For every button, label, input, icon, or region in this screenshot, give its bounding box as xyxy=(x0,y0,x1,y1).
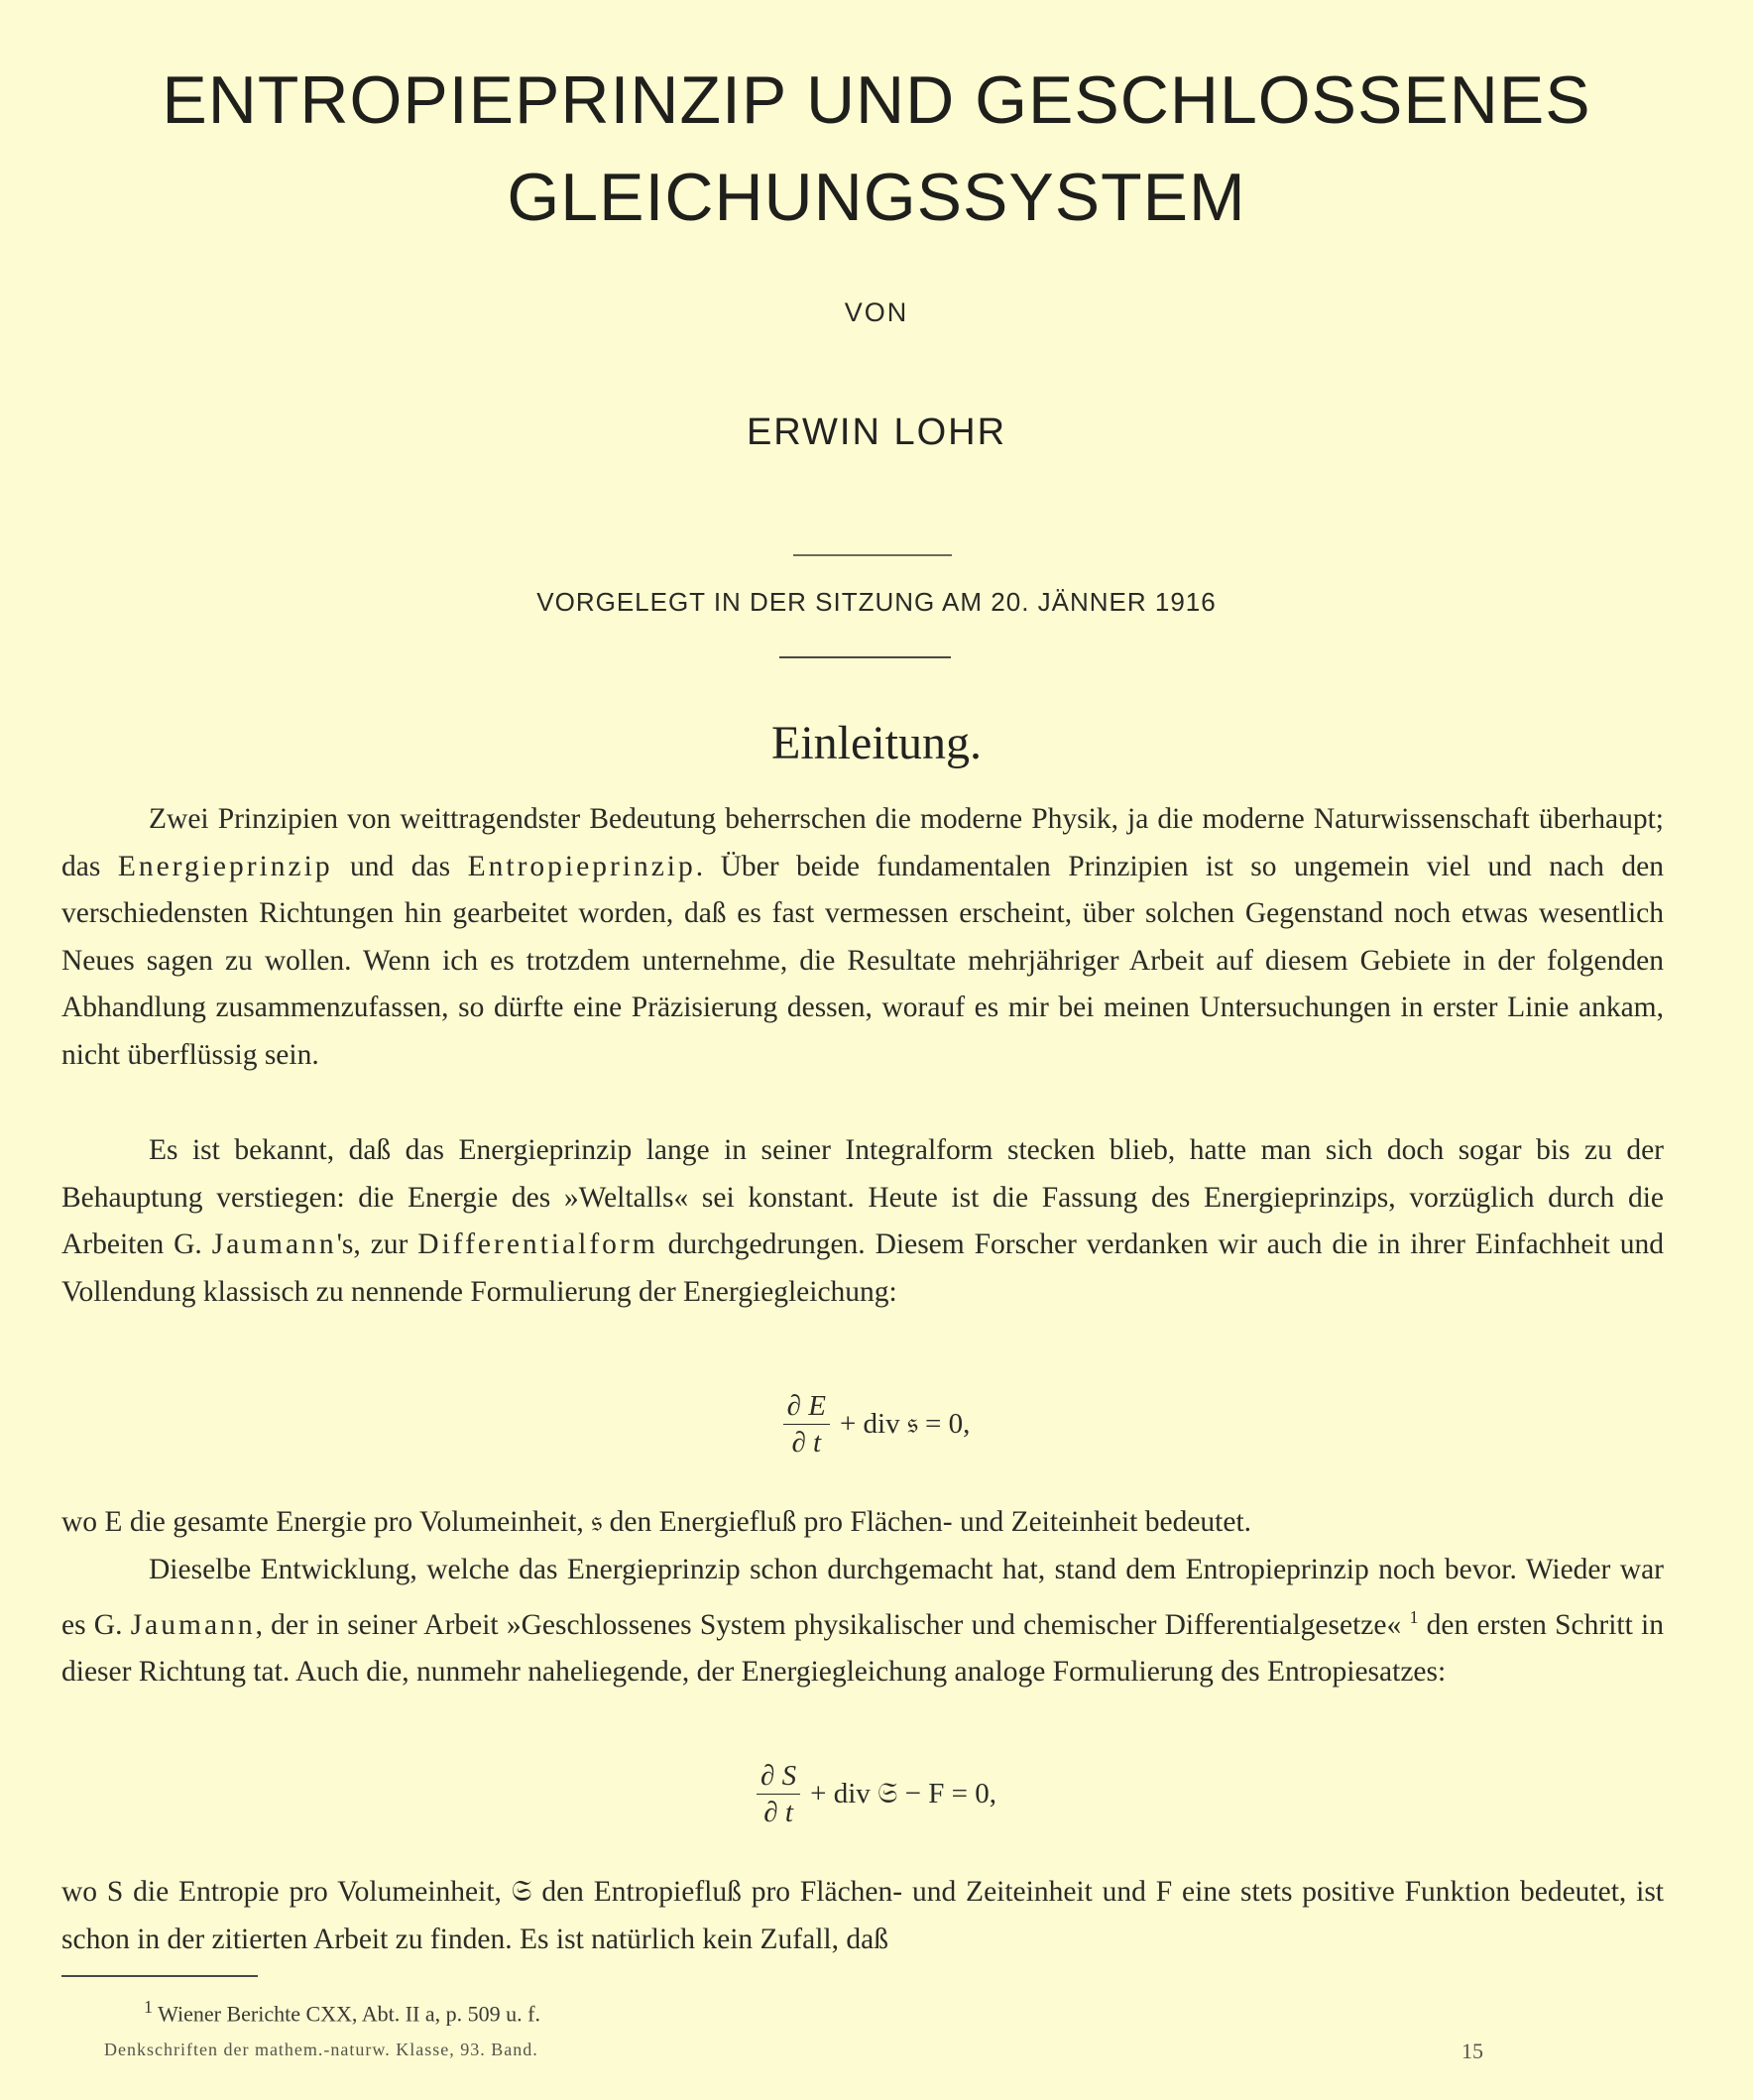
section-heading: Einleitung. xyxy=(771,717,982,769)
paragraph-1 xyxy=(61,796,1664,1079)
footnote-text: Wiener Berichte CXX, Abt. II a, p. 509 u. f. xyxy=(158,2001,540,2027)
p1-term-entropieprinzip: Entropieprinzip xyxy=(467,850,696,882)
eq2-denominator: ∂ t xyxy=(763,1797,793,1828)
divider-bottom xyxy=(779,656,951,658)
eq2-numerator: ∂ S xyxy=(757,1758,800,1795)
p1-text-b: und das xyxy=(332,850,468,882)
title-line-1: ENTROPIEPRINZIP UND GESCHLOSSENES xyxy=(162,62,1591,138)
paragraph-4 xyxy=(61,1547,1664,1695)
title-line-2: GLEICHUNGSSYSTEM xyxy=(507,160,1246,235)
equation-entropy xyxy=(0,1758,1753,1830)
p2-text-b: 's, zur xyxy=(336,1228,418,1260)
paragraph-2 xyxy=(61,1127,1664,1316)
eq1-denominator: ∂ t xyxy=(791,1427,822,1458)
p2-term-differentialform: Differentialform xyxy=(417,1228,658,1260)
paragraph-5: wo S die Entropie pro Volumeinheit, 𝔖 den Entropiefluß pro Flächen- und Zeiteinheit und F eine stets positive Funktion bedeutet, ist schon in der zitierten Arbeit zu finden. Es ist natürlich kein Zufall, daß xyxy=(61,1876,1664,1955)
p1-text-a: Zwei Prinzipien von weittragendster Bedeutung beherrschen die moderne Physik, ja die moderne Naturwissenschaft überhaupt; das xyxy=(61,803,1664,882)
p4-text-a: Dieselbe Entwicklung, welche das Energieprinzip schon durchgemacht hat, stand dem Entropieprinzip noch bevor. Wieder war es G. xyxy=(61,1554,1664,1641)
byline: VON xyxy=(844,297,909,327)
page-number: 15 xyxy=(1461,2039,1483,2063)
eq1-rest: + div 𝔰 = 0, xyxy=(839,1408,971,1440)
eq2-fraction xyxy=(757,1758,800,1830)
session-note: VORGELEGT IN DER SITZUNG AM 20. JÄNNER 1916 xyxy=(536,587,1217,617)
p4-text-c: den ersten Schritt in dieser Richtung tat. Auch die, nunmehr naheliegende, der Energiegleichung analoge Formulierung des Entropiesatzes: xyxy=(61,1608,1664,1688)
journal-footer: Denkschriften der mathem.-naturw. Klasse, 93. Band. xyxy=(104,2040,538,2059)
p4-name-jaumann: Jaumann xyxy=(130,1608,256,1641)
p2-name-jaumann: Jaumann xyxy=(211,1228,337,1260)
eq1-fraction xyxy=(783,1388,830,1460)
eq1-numerator: ∂ E xyxy=(783,1388,830,1425)
p2-text-a: Es ist bekannt, daß das Energieprinzip lange in seiner Integralform stecken blieb, hatte man sich doch sogar bis zu der Behauptung verstiegen: die Energie des »Weltalls« sei konstant. Heute ist die Fassung des Energieprinzips, vorzüglich durch die Arbeiten G. xyxy=(61,1134,1664,1260)
p1-text-c: . Über beide fundamentalen Prinzipien ist so ungemein viel und nach den verschiedensten Richtungen hin gearbeitet worden, daß es fast vermessen erscheint, über solchen Gegenstand noch etwas wesentlich Neues sagen zu wollen. Wenn ich es trotzdem unternehme, die Resultate mehrjähriger Arbeit auf diesem Gebiete in der folgenden Abhandlung zusammenzufassen, so dürfte eine Präzisierung dessen, worauf es mir bei meinen Untersuchungen in erster Linie ankam, nicht überflüssig sein. xyxy=(61,850,1665,1071)
footnote-divider xyxy=(61,1975,258,1977)
equation-energy xyxy=(0,1388,1753,1460)
p1-term-energieprinzip: Energieprinzip xyxy=(117,850,333,882)
p2-text-c: durchgedrungen. Diesem Forscher verdanken wir auch die in ihrer Einfachheit und Vollendung klassisch zu nennende Formulierung der Energiegleichung: xyxy=(61,1228,1664,1308)
divider-top xyxy=(793,554,952,556)
paragraph-3: wo E die gesamte Energie pro Volumeinheit, 𝔰 den Energiefluß pro Flächen- und Zeiteinheit bedeutet. xyxy=(61,1506,1252,1538)
eq2-rest: + div 𝔖 − F = 0, xyxy=(810,1778,996,1809)
author-name: ERWIN LOHR xyxy=(746,411,1007,453)
footnote-ref-1[interactable]: 1 xyxy=(1409,1606,1419,1627)
footnote-mark: 1 xyxy=(144,1997,153,2017)
footnote xyxy=(144,1997,540,2027)
paper-title xyxy=(0,52,1753,246)
p4-text-b: , der in seiner Arbeit »Geschlossenes System physikalischer und chemischer Differentialgesetze« xyxy=(255,1608,1410,1641)
